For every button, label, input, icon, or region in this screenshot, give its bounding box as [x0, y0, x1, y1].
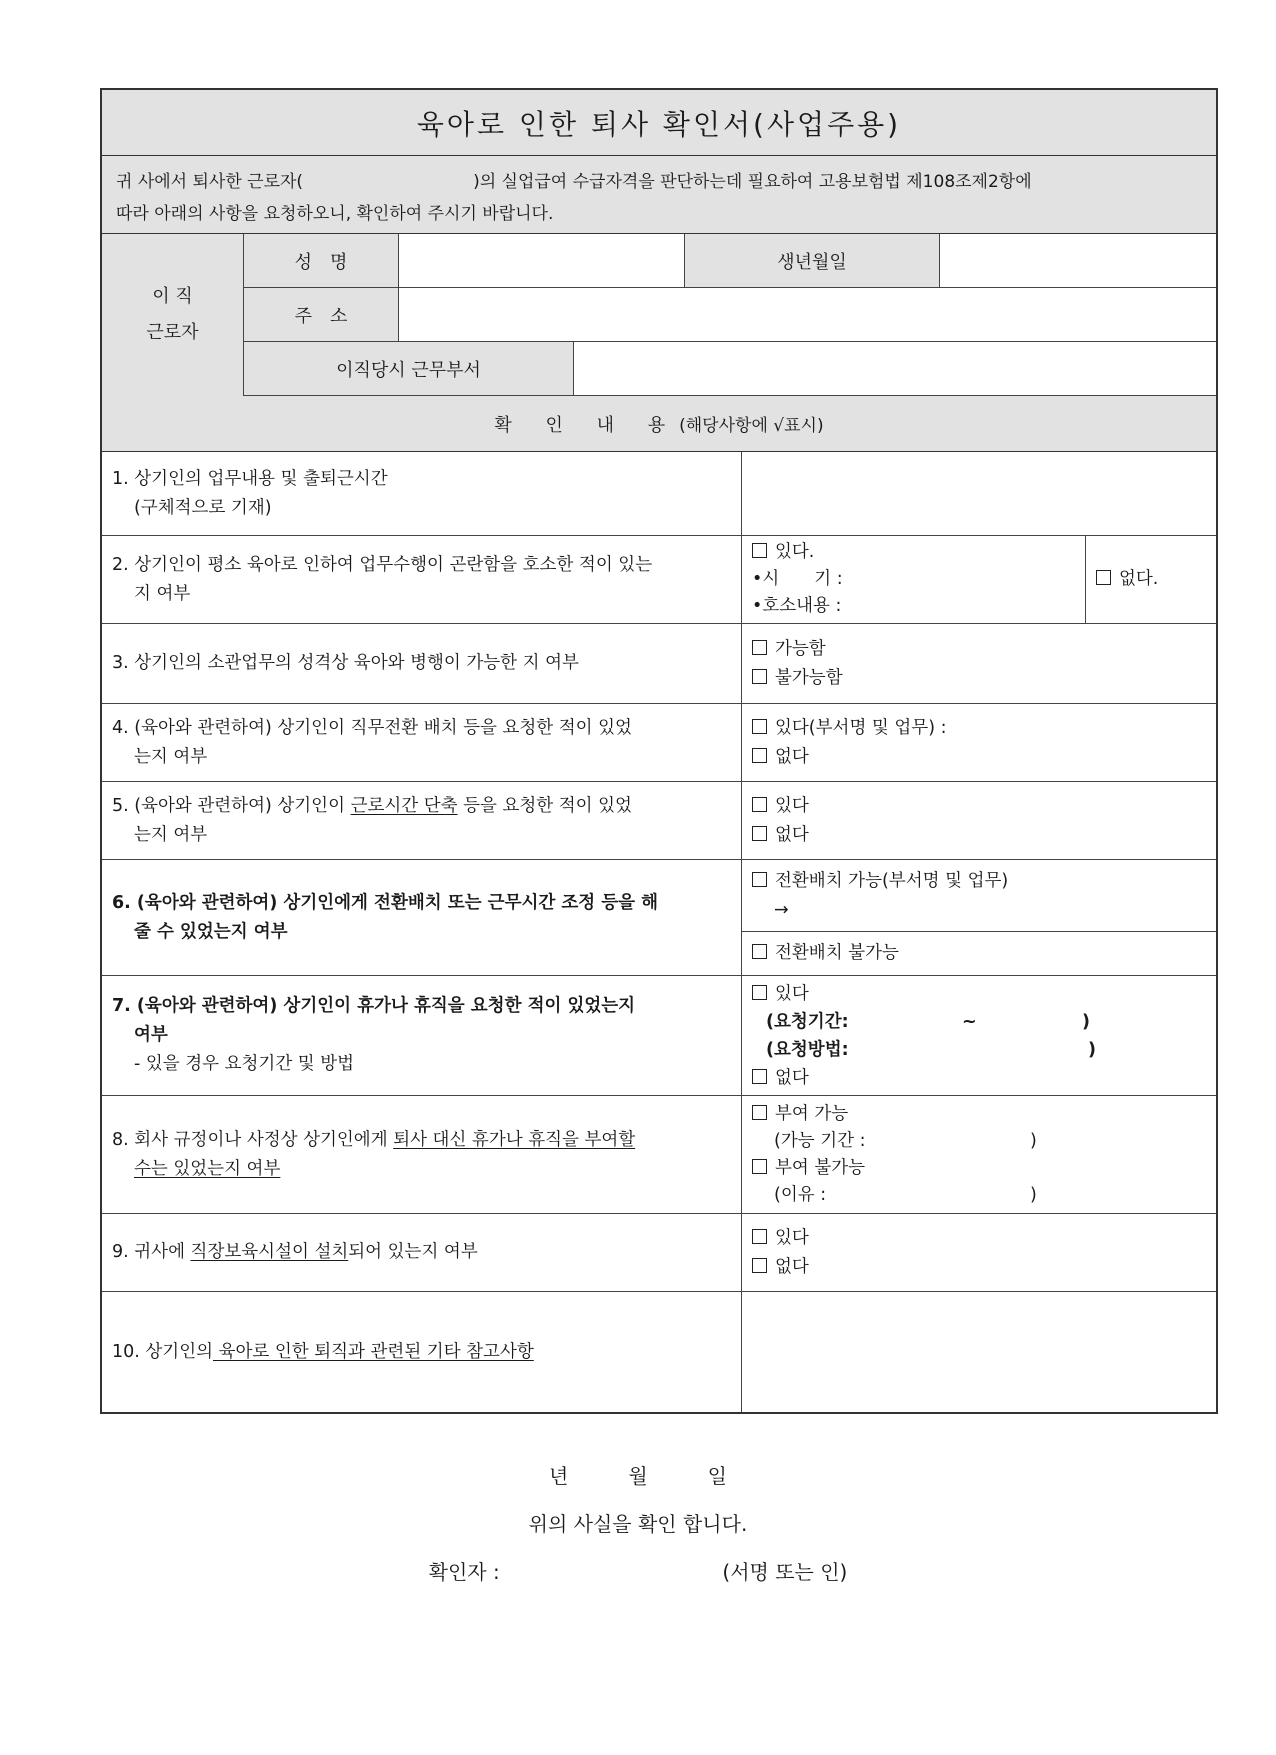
checkbox-icon[interactable] — [752, 1105, 767, 1120]
q5-question — [102, 782, 742, 860]
q4-question — [102, 704, 742, 782]
q9-underlined: 직장보육시설이 설치 — [190, 1242, 349, 1262]
checkbox-icon[interactable] — [752, 985, 767, 1000]
q10-question — [102, 1292, 742, 1412]
q9-option-1[interactable]: 있다 — [752, 1224, 1216, 1253]
q7-line3: - 있을 경우 요청기간 및 방법 — [134, 1054, 355, 1074]
q3-option-1[interactable]: 가능함 — [752, 635, 1216, 664]
q3-line1: 3. 상기인의 소관업무의 성격상 육아와 병행이 가능한 지 여부 — [112, 653, 579, 673]
confirmer-label: 확인자 : — [428, 1560, 500, 1584]
birth-label: 생년월일 — [685, 234, 940, 288]
q5-option-1[interactable]: 있다 — [752, 792, 1216, 821]
q5-option-2[interactable]: 없다 — [752, 821, 1216, 850]
confirmation-form — [100, 88, 1218, 1414]
name-label: 성 명 — [244, 234, 399, 288]
arrow-right-icon: → — [774, 899, 789, 920]
q1-line1: 1. 상기인의 업무내용 및 출퇴근시간 — [112, 468, 388, 489]
checkbox-icon[interactable] — [752, 669, 767, 684]
q3-option-2[interactable]: 불가능함 — [752, 664, 1216, 693]
q6-question — [102, 860, 742, 976]
q7-line2: 여부 — [134, 1025, 168, 1045]
checkbox-icon[interactable] — [752, 944, 767, 959]
dept-field[interactable] — [574, 342, 1216, 396]
q6-option-1[interactable]: 전환배치 가능(부서명 및 업무) — [752, 867, 1216, 896]
q6-line2: 줄 수 있었는지 여부 — [134, 921, 288, 942]
q4-option-2[interactable]: 없다 — [752, 743, 1216, 772]
q6-answer-1 — [742, 860, 1216, 932]
q3-question — [102, 624, 742, 704]
q8-option-1[interactable]: 부여 가능 — [752, 1101, 1216, 1128]
q8-underlined-2: 수는 있었는지 여부 — [134, 1158, 281, 1179]
q9-line1: 9. 귀사에 직장보육시설이 설치되어 있는지 여부 — [112, 1242, 478, 1262]
q5-underlined: 근로시간 단축 — [350, 795, 458, 816]
q7-line1: 7. (육아와 관련하여) 상기인이 휴가나 휴직을 요청한 적이 있었는지 — [112, 996, 636, 1016]
confirm-header-main: 확 인 내 용 — [494, 414, 680, 436]
birth-field[interactable] — [940, 234, 1216, 288]
q2-line2: 지 여부 — [134, 583, 191, 604]
q1-answer-field[interactable] — [742, 452, 1216, 536]
q8-answer — [742, 1096, 1216, 1214]
q2-complaint-label: •호소내용 : — [752, 596, 842, 616]
q6-option-2[interactable]: 전환배치 불가능 — [752, 939, 1216, 968]
q5-line2: 는지 여부 — [134, 824, 208, 845]
form-intro — [102, 156, 1216, 234]
q8-underlined-1: 퇴사 대신 휴가나 휴직을 부여할 — [393, 1129, 636, 1150]
q6-answer-2 — [742, 932, 1216, 976]
q8-line2 — [112, 1155, 733, 1184]
intro-text-2: )의 실업급여 수급자격을 판단하는데 필요하여 고용보험법 제108조제2항에 — [473, 172, 1032, 192]
q8-option-2[interactable]: 부여 불가능 — [752, 1155, 1216, 1182]
q7-period-row: (요청기간: ~ ) — [752, 1008, 1216, 1036]
confirmer-row — [0, 1556, 1276, 1585]
q4-option-1[interactable]: 있다(부서명 및 업무) : — [752, 714, 1216, 743]
q4-line1: 4. (육아와 관련하여) 상기인이 직무전환 배치 등을 요청한 적이 있었 — [112, 717, 632, 738]
checkbox-icon[interactable] — [752, 872, 767, 887]
checkbox-icon[interactable] — [752, 826, 767, 841]
checkbox-icon[interactable] — [752, 1258, 767, 1273]
q8-question — [102, 1096, 742, 1214]
intro-text-3: 따라 아래의 사항을 요청하오니, 확인하여 주시기 바랍니다. — [116, 204, 554, 224]
q7-answer — [742, 976, 1216, 1096]
tilde: ~ — [962, 1011, 977, 1032]
name-field[interactable] — [399, 234, 685, 288]
sign-label: (서명 또는 인) — [722, 1560, 848, 1584]
q2-option-yes[interactable]: 있다. — [752, 539, 1085, 566]
checkbox-icon[interactable] — [752, 640, 767, 655]
checkbox-icon[interactable] — [752, 719, 767, 734]
q7-question — [102, 976, 742, 1096]
q2-question — [102, 536, 742, 624]
confirm-text: 위의 사실을 확인 합니다. — [528, 1512, 748, 1536]
form-title: 육아로 인한 퇴사 확인서(사업주용) — [102, 90, 1216, 156]
confirm-header — [102, 396, 1216, 452]
checkbox-icon[interactable] — [752, 797, 767, 812]
address-label: 주 소 — [244, 288, 399, 342]
q10-underlined: 육아로 인한 퇴직과 관련된 기타 참고사항 — [213, 1341, 534, 1362]
confirm-header-sub: (해당사항에 √표시) — [679, 416, 824, 436]
worker-group-label-1: 이 직 — [152, 286, 193, 307]
q8-reason-row: (이유 : ) — [774, 1184, 1037, 1205]
checkbox-icon[interactable] — [752, 1069, 767, 1084]
q2-line1: 2. 상기인이 평소 육아로 인하여 업무수행이 곤란함을 호소한 적이 있는 — [112, 554, 653, 575]
q5-line1: 5. (육아와 관련하여) 상기인이 근로시간 단축 등을 요청한 적이 있었 — [112, 795, 632, 816]
q8-line1: 8. 회사 규정이나 사정상 상기인에게 퇴사 대신 휴가나 휴직을 부여할 — [112, 1129, 636, 1150]
q2-option-no[interactable]: 없다. — [1096, 565, 1216, 594]
q5-answer — [742, 782, 1216, 860]
q9-answer — [742, 1214, 1216, 1292]
q2-time-label: •시 기 : — [752, 569, 843, 589]
checkbox-icon[interactable] — [752, 748, 767, 763]
q10-line1: 10. 상기인의 육아로 인한 퇴직과 관련된 기타 참고사항 — [112, 1341, 534, 1362]
checkbox-icon[interactable] — [1096, 570, 1111, 585]
dept-label: 이직당시 근무부서 — [244, 342, 574, 396]
q4-answer — [742, 704, 1216, 782]
checkbox-icon[interactable] — [752, 1159, 767, 1174]
q9-option-2[interactable]: 없다 — [752, 1253, 1216, 1282]
intro-text-1: 귀 사에서 퇴사한 근로자( — [116, 172, 304, 192]
q2-answer-yes — [742, 536, 1086, 624]
worker-group-label-2: 근로자 — [146, 322, 199, 343]
q7-method-row: (요청방법: ) — [766, 1039, 1096, 1060]
date-line: 년 월 일 — [549, 1464, 727, 1488]
q3-answer — [742, 624, 1216, 704]
q7-option-2[interactable]: 없다 — [752, 1064, 1216, 1092]
q10-answer-field[interactable] — [742, 1292, 1216, 1412]
address-field[interactable] — [399, 288, 1216, 342]
q4-line2: 는지 여부 — [134, 746, 208, 767]
checkbox-icon[interactable] — [752, 543, 767, 558]
q9-question — [102, 1214, 742, 1292]
q2-answer-no — [1086, 536, 1216, 624]
q6-line1: 6. (육아와 관련하여) 상기인에게 전환배치 또는 근무시간 조정 등을 해 — [112, 892, 659, 913]
q1-line2: (구체적으로 기재) — [134, 497, 272, 518]
q7-option-1[interactable]: 있다 — [752, 980, 1216, 1008]
q8-period-row: (가능 기간 : ) — [774, 1130, 1037, 1151]
q1-question — [102, 452, 742, 536]
checkbox-icon[interactable] — [752, 1229, 767, 1244]
worker-group-label — [102, 234, 244, 396]
